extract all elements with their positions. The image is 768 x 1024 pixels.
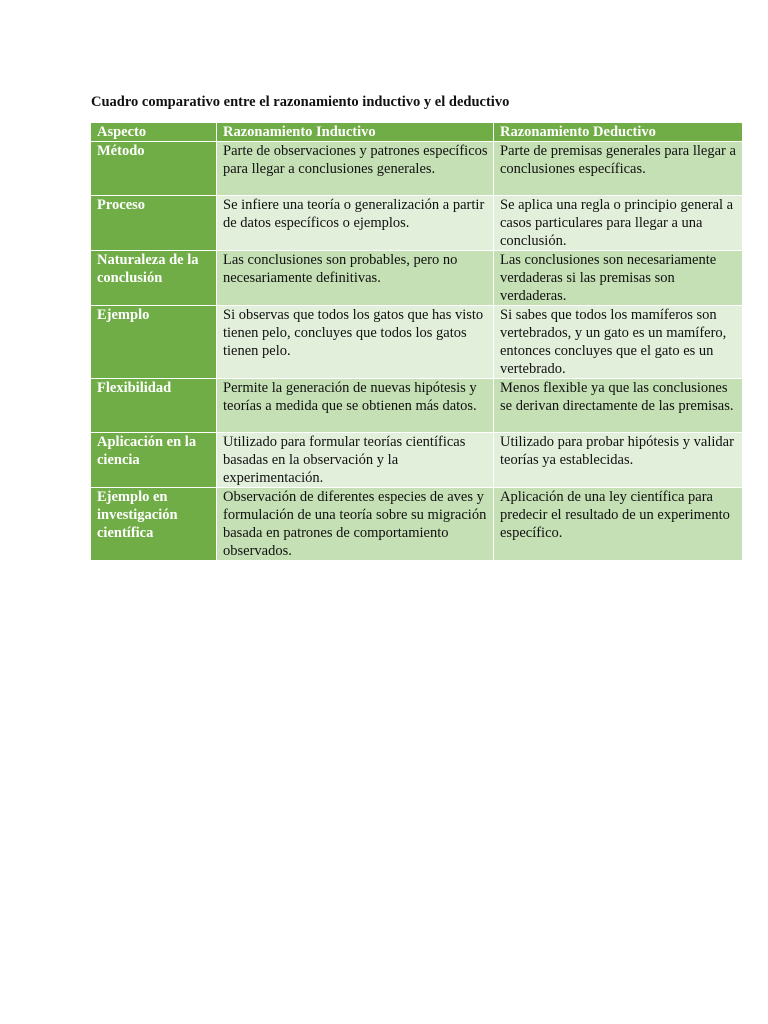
table-header-row: [91, 123, 743, 142]
row-deductive: Menos flexible ya que las conclusiones se derivan directamente de las premisas.: [494, 379, 743, 433]
row-aspect: Naturaleza de la conclusión: [91, 251, 217, 306]
row-inductive: Las conclusiones son probables, pero no necesariamente definitivas.: [217, 251, 494, 306]
comparison-table: [91, 123, 743, 561]
row-aspect: Método: [91, 142, 217, 196]
header-inductive: Razonamiento Inductivo: [217, 123, 494, 142]
row-inductive: Si observas que todos los gatos que has visto tienen pelo, concluyes que todos los gatos tienen pelo.: [217, 306, 494, 379]
table-row: [91, 379, 743, 433]
row-inductive: Utilizado para formular teorías científicas basadas en la observación y la experimentación.: [217, 433, 494, 488]
table-row: [91, 251, 743, 306]
row-deductive: Utilizado para probar hipótesis y validar teorías ya establecidas.: [494, 433, 743, 488]
table-row: [91, 433, 743, 488]
header-deductive: Razonamiento Deductivo: [494, 123, 743, 142]
row-inductive: Parte de observaciones y patrones específicos para llegar a conclusiones generales.: [217, 142, 494, 196]
header-aspect: Aspecto: [91, 123, 217, 142]
table-row: [91, 306, 743, 379]
row-deductive: Si sabes que todos los mamíferos son vertebrados, y un gato es un mamífero, entonces concluyes que el gato es un vertebrado.: [494, 306, 743, 379]
row-aspect: Flexibilidad: [91, 379, 217, 433]
row-deductive: Las conclusiones son necesariamente verdaderas si las premisas son verdaderas.: [494, 251, 743, 306]
table-row: [91, 142, 743, 196]
row-aspect: Ejemplo: [91, 306, 217, 379]
row-deductive: Se aplica una regla o principio general a casos particulares para llegar a una conclusión.: [494, 196, 743, 251]
row-inductive: Permite la generación de nuevas hipótesis y teorías a medida que se obtienen más datos.: [217, 379, 494, 433]
row-deductive: Aplicación de una ley científica para predecir el resultado de un experimento específico.: [494, 488, 743, 561]
row-aspect: Aplicación en la ciencia: [91, 433, 217, 488]
table-row: [91, 196, 743, 251]
row-inductive: Se infiere una teoría o generalización a partir de datos específicos o ejemplos.: [217, 196, 494, 251]
row-aspect: Proceso: [91, 196, 217, 251]
row-inductive: Observación de diferentes especies de aves y formulación de una teoría sobre su migración basada en patrones de comportamiento observados.: [217, 488, 494, 561]
row-aspect: Ejemplo en investigación científica: [91, 488, 217, 561]
page-title: Cuadro comparativo entre el razonamiento inductivo y el deductivo: [91, 94, 510, 110]
row-deductive: Parte de premisas generales para llegar a conclusiones específicas.: [494, 142, 743, 196]
table-row: [91, 488, 743, 561]
